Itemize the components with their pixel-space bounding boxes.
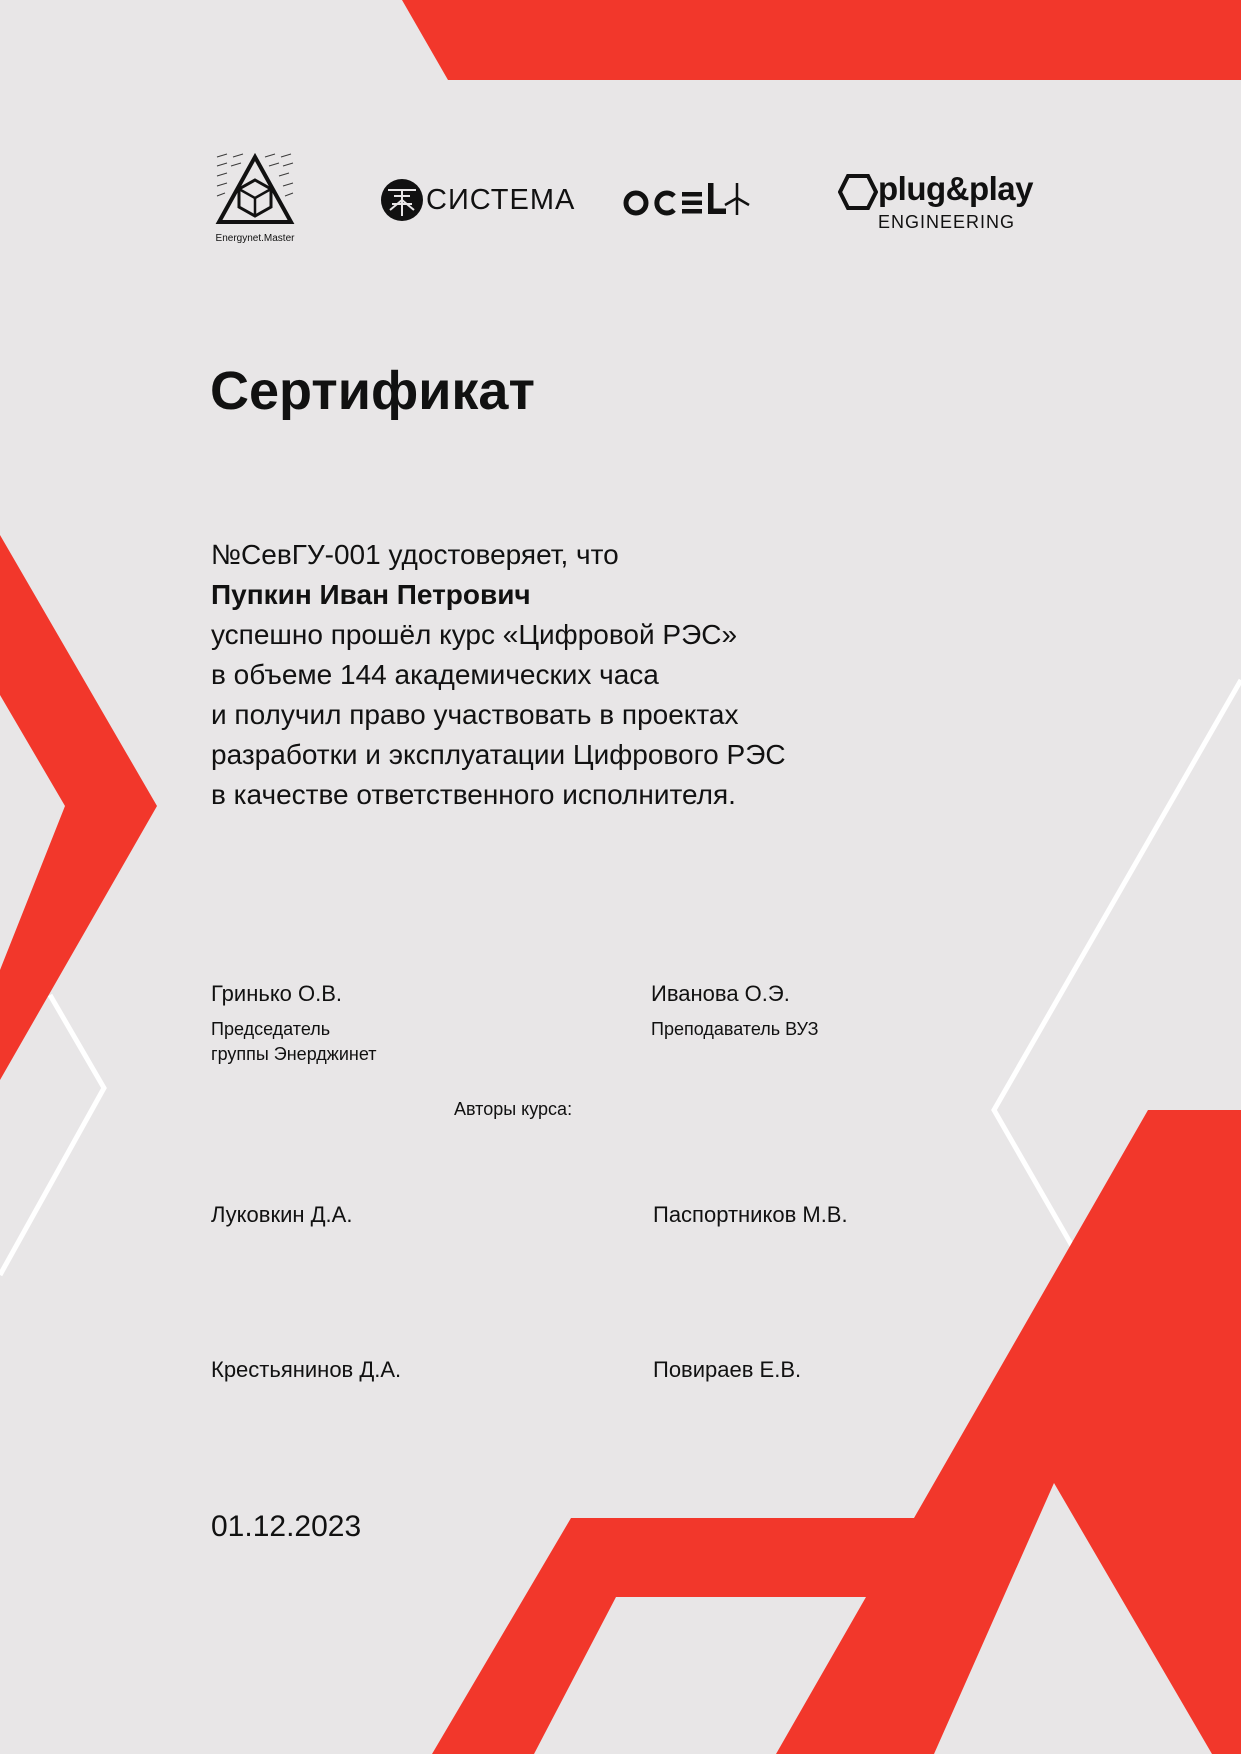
author-name: Луковкин Д.А. [211,1202,353,1227]
left-red-chevron [0,535,157,1080]
signatory-right-name: Иванова О.Э. [651,981,790,1006]
wind-turbine-icon [725,183,749,215]
signatory-left-role-line1: Председатель [211,1019,331,1039]
recipient-name: Пупкин Иван Петрович [211,579,531,610]
projects-line: разработки и эксплуатации Цифрового РЭС [211,739,786,770]
certificate-number-line: №СевГУ-001 удостоверяет, что [211,539,619,570]
plugplay-logo [838,172,1038,242]
signatory-left-role-line2: группы Энерджинет [211,1044,377,1064]
plugplay-logo-text: plug&play [878,170,1034,207]
sistema-logo [380,178,576,228]
ocel-logo [622,178,752,223]
partner-logos [0,0,1241,260]
authors-label: Авторы курса: [454,1099,573,1119]
certificate-body [211,535,786,815]
certificate-date: 01.12.2023 [211,1510,362,1543]
rights-line: и получил право участвовать в проектах [211,699,739,730]
sistema-logo-text: СИСТЕМА [426,184,576,216]
course-line: успешно прошёл курс «Цифровой РЭС» [211,619,738,650]
sistema-emblem-icon [380,178,424,222]
energynet-caption: Energynet.Master [215,233,295,244]
energynet-logo [215,152,295,248]
signatory-right-role-line1: Преподаватель ВУЗ [651,1019,819,1039]
signatory-right-role [651,1017,818,1042]
author-name: Повираев Е.В. [653,1357,802,1382]
triangle-cube-icon [215,152,295,232]
signatory-left-role [211,1017,377,1067]
hexagon-icon [838,174,878,210]
author-name: Крестьянинов Д.А. [211,1357,402,1382]
hours-line: в объеме 144 академических часа [211,659,659,690]
role-line: в качестве ответственного исполнителя. [211,779,736,810]
plugplay-logo-subtitle: ENGINEERING [878,212,1016,232]
signatory-left-name: Гринько О.В. [211,981,343,1006]
author-name: Паспортников М.В. [653,1202,848,1227]
certificate-title: Сертификат [210,361,535,421]
